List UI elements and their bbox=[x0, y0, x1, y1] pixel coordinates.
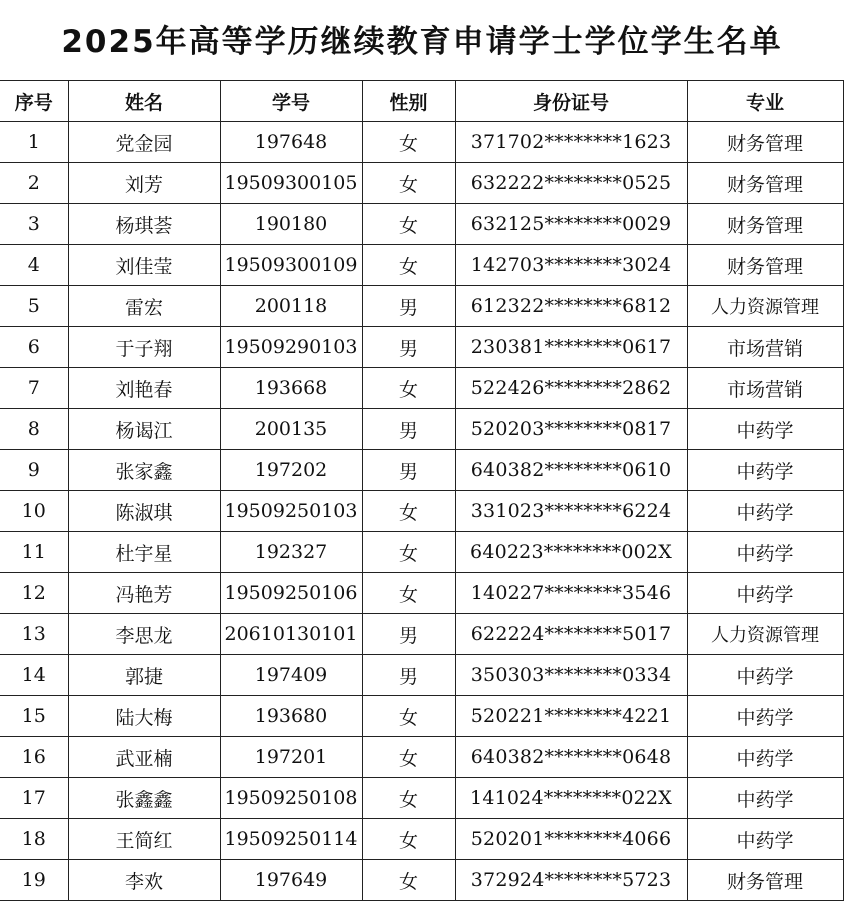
cell-seq: 9 bbox=[0, 450, 68, 491]
cell-id-card: 230381********0617 bbox=[455, 327, 687, 368]
cell-gender: 男 bbox=[362, 614, 455, 655]
cell-name: 杨琪荟 bbox=[68, 204, 220, 245]
cell-name: 刘芳 bbox=[68, 163, 220, 204]
cell-seq: 15 bbox=[0, 696, 68, 737]
cell-id-card: 350303********0334 bbox=[455, 655, 687, 696]
cell-student-id: 193668 bbox=[220, 368, 362, 409]
cell-major: 中药学 bbox=[687, 409, 843, 450]
cell-major: 中药学 bbox=[687, 778, 843, 819]
cell-id-card: 622224********5017 bbox=[455, 614, 687, 655]
cell-seq: 3 bbox=[0, 204, 68, 245]
cell-major: 市场营销 bbox=[687, 327, 843, 368]
cell-student-id: 193680 bbox=[220, 696, 362, 737]
table-row bbox=[0, 860, 843, 901]
cell-name: 陈淑琪 bbox=[68, 491, 220, 532]
cell-major: 中药学 bbox=[687, 655, 843, 696]
cell-seq: 8 bbox=[0, 409, 68, 450]
table-row bbox=[0, 819, 843, 860]
cell-name: 武亚楠 bbox=[68, 737, 220, 778]
cell-major: 财务管理 bbox=[687, 204, 843, 245]
cell-seq: 17 bbox=[0, 778, 68, 819]
cell-name: 李欢 bbox=[68, 860, 220, 901]
cell-student-id: 19509250106 bbox=[220, 573, 362, 614]
cell-major: 市场营销 bbox=[687, 368, 843, 409]
cell-seq: 11 bbox=[0, 532, 68, 573]
table-row bbox=[0, 614, 843, 655]
header-id-card: 身份证号 bbox=[455, 81, 687, 122]
cell-seq: 19 bbox=[0, 860, 68, 901]
cell-seq: 1 bbox=[0, 122, 68, 163]
table-row bbox=[0, 737, 843, 778]
cell-gender: 女 bbox=[362, 368, 455, 409]
cell-name: 张鑫鑫 bbox=[68, 778, 220, 819]
cell-major: 财务管理 bbox=[687, 860, 843, 901]
cell-name: 陆大梅 bbox=[68, 696, 220, 737]
cell-id-card: 612322********6812 bbox=[455, 286, 687, 327]
cell-id-card: 640382********0648 bbox=[455, 737, 687, 778]
cell-gender: 男 bbox=[362, 409, 455, 450]
cell-name: 王简红 bbox=[68, 819, 220, 860]
header-gender: 性别 bbox=[362, 81, 455, 122]
cell-major: 财务管理 bbox=[687, 122, 843, 163]
cell-gender: 女 bbox=[362, 860, 455, 901]
cell-major: 财务管理 bbox=[687, 245, 843, 286]
cell-name: 杨谒江 bbox=[68, 409, 220, 450]
cell-id-card: 372924********5723 bbox=[455, 860, 687, 901]
cell-gender: 女 bbox=[362, 163, 455, 204]
cell-name: 郭捷 bbox=[68, 655, 220, 696]
cell-student-id: 19509300105 bbox=[220, 163, 362, 204]
cell-student-id: 19509250108 bbox=[220, 778, 362, 819]
cell-seq: 14 bbox=[0, 655, 68, 696]
cell-major: 中药学 bbox=[687, 532, 843, 573]
cell-gender: 男 bbox=[362, 655, 455, 696]
cell-gender: 女 bbox=[362, 696, 455, 737]
cell-student-id: 190180 bbox=[220, 204, 362, 245]
cell-student-id: 19509250114 bbox=[220, 819, 362, 860]
cell-student-id: 19509250103 bbox=[220, 491, 362, 532]
header-student-id: 学号 bbox=[220, 81, 362, 122]
cell-student-id: 20610130101 bbox=[220, 614, 362, 655]
table-row bbox=[0, 696, 843, 737]
cell-student-id: 200135 bbox=[220, 409, 362, 450]
cell-name: 张家鑫 bbox=[68, 450, 220, 491]
cell-id-card: 520201********4066 bbox=[455, 819, 687, 860]
cell-seq: 10 bbox=[0, 491, 68, 532]
student-list-table bbox=[0, 80, 844, 901]
cell-seq: 4 bbox=[0, 245, 68, 286]
cell-gender: 女 bbox=[362, 204, 455, 245]
cell-student-id: 197201 bbox=[220, 737, 362, 778]
table-row bbox=[0, 573, 843, 614]
cell-gender: 女 bbox=[362, 122, 455, 163]
cell-gender: 女 bbox=[362, 245, 455, 286]
cell-gender: 女 bbox=[362, 491, 455, 532]
cell-major: 人力资源管理 bbox=[687, 614, 843, 655]
cell-seq: 18 bbox=[0, 819, 68, 860]
cell-id-card: 522426********2862 bbox=[455, 368, 687, 409]
cell-id-card: 140227********3546 bbox=[455, 573, 687, 614]
cell-id-card: 632125********0029 bbox=[455, 204, 687, 245]
cell-student-id: 197409 bbox=[220, 655, 362, 696]
cell-seq: 5 bbox=[0, 286, 68, 327]
cell-gender: 男 bbox=[362, 450, 455, 491]
table-row bbox=[0, 450, 843, 491]
cell-seq: 13 bbox=[0, 614, 68, 655]
table-row bbox=[0, 778, 843, 819]
cell-major: 中药学 bbox=[687, 450, 843, 491]
cell-gender: 女 bbox=[362, 819, 455, 860]
cell-major: 人力资源管理 bbox=[687, 286, 843, 327]
cell-major: 财务管理 bbox=[687, 163, 843, 204]
cell-name: 刘佳莹 bbox=[68, 245, 220, 286]
cell-seq: 2 bbox=[0, 163, 68, 204]
cell-id-card: 520221********4221 bbox=[455, 696, 687, 737]
header-name: 姓名 bbox=[68, 81, 220, 122]
header-seq: 序号 bbox=[0, 81, 68, 122]
cell-student-id: 197648 bbox=[220, 122, 362, 163]
cell-name: 李思龙 bbox=[68, 614, 220, 655]
table-row bbox=[0, 204, 843, 245]
table-row bbox=[0, 655, 843, 696]
cell-id-card: 640223********002X bbox=[455, 532, 687, 573]
table-row bbox=[0, 245, 843, 286]
cell-major: 中药学 bbox=[687, 819, 843, 860]
cell-gender: 女 bbox=[362, 778, 455, 819]
table-row bbox=[0, 327, 843, 368]
cell-id-card: 640382********0610 bbox=[455, 450, 687, 491]
table-row bbox=[0, 122, 843, 163]
cell-student-id: 197649 bbox=[220, 860, 362, 901]
cell-id-card: 142703********3024 bbox=[455, 245, 687, 286]
table-row bbox=[0, 163, 843, 204]
cell-student-id: 197202 bbox=[220, 450, 362, 491]
table-header-row bbox=[0, 81, 843, 122]
table-row bbox=[0, 532, 843, 573]
cell-seq: 7 bbox=[0, 368, 68, 409]
document-title: 2025年高等学历继续教育申请学士学位学生名单 bbox=[61, 24, 783, 60]
cell-seq: 6 bbox=[0, 327, 68, 368]
cell-gender: 男 bbox=[362, 286, 455, 327]
cell-id-card: 371702********1623 bbox=[455, 122, 687, 163]
cell-name: 冯艳芳 bbox=[68, 573, 220, 614]
cell-id-card: 632222********0525 bbox=[455, 163, 687, 204]
cell-major: 中药学 bbox=[687, 737, 843, 778]
header-major: 专业 bbox=[687, 81, 843, 122]
cell-major: 中药学 bbox=[687, 491, 843, 532]
cell-name: 雷宏 bbox=[68, 286, 220, 327]
cell-major: 中药学 bbox=[687, 696, 843, 737]
cell-gender: 女 bbox=[362, 573, 455, 614]
cell-name: 杜宇星 bbox=[68, 532, 220, 573]
cell-id-card: 331023********6224 bbox=[455, 491, 687, 532]
cell-student-id: 19509290103 bbox=[220, 327, 362, 368]
cell-name: 党金园 bbox=[68, 122, 220, 163]
cell-name: 刘艳春 bbox=[68, 368, 220, 409]
cell-name: 于子翔 bbox=[68, 327, 220, 368]
cell-seq: 12 bbox=[0, 573, 68, 614]
cell-student-id: 192327 bbox=[220, 532, 362, 573]
cell-id-card: 141024********022X bbox=[455, 778, 687, 819]
cell-gender: 女 bbox=[362, 737, 455, 778]
cell-student-id: 200118 bbox=[220, 286, 362, 327]
cell-seq: 16 bbox=[0, 737, 68, 778]
cell-gender: 男 bbox=[362, 327, 455, 368]
table-row bbox=[0, 409, 843, 450]
table-body bbox=[0, 122, 843, 901]
table-row bbox=[0, 286, 843, 327]
cell-student-id: 19509300109 bbox=[220, 245, 362, 286]
table-row bbox=[0, 491, 843, 532]
table-row bbox=[0, 368, 843, 409]
cell-major: 中药学 bbox=[687, 573, 843, 614]
cell-id-card: 520203********0817 bbox=[455, 409, 687, 450]
cell-gender: 女 bbox=[362, 532, 455, 573]
